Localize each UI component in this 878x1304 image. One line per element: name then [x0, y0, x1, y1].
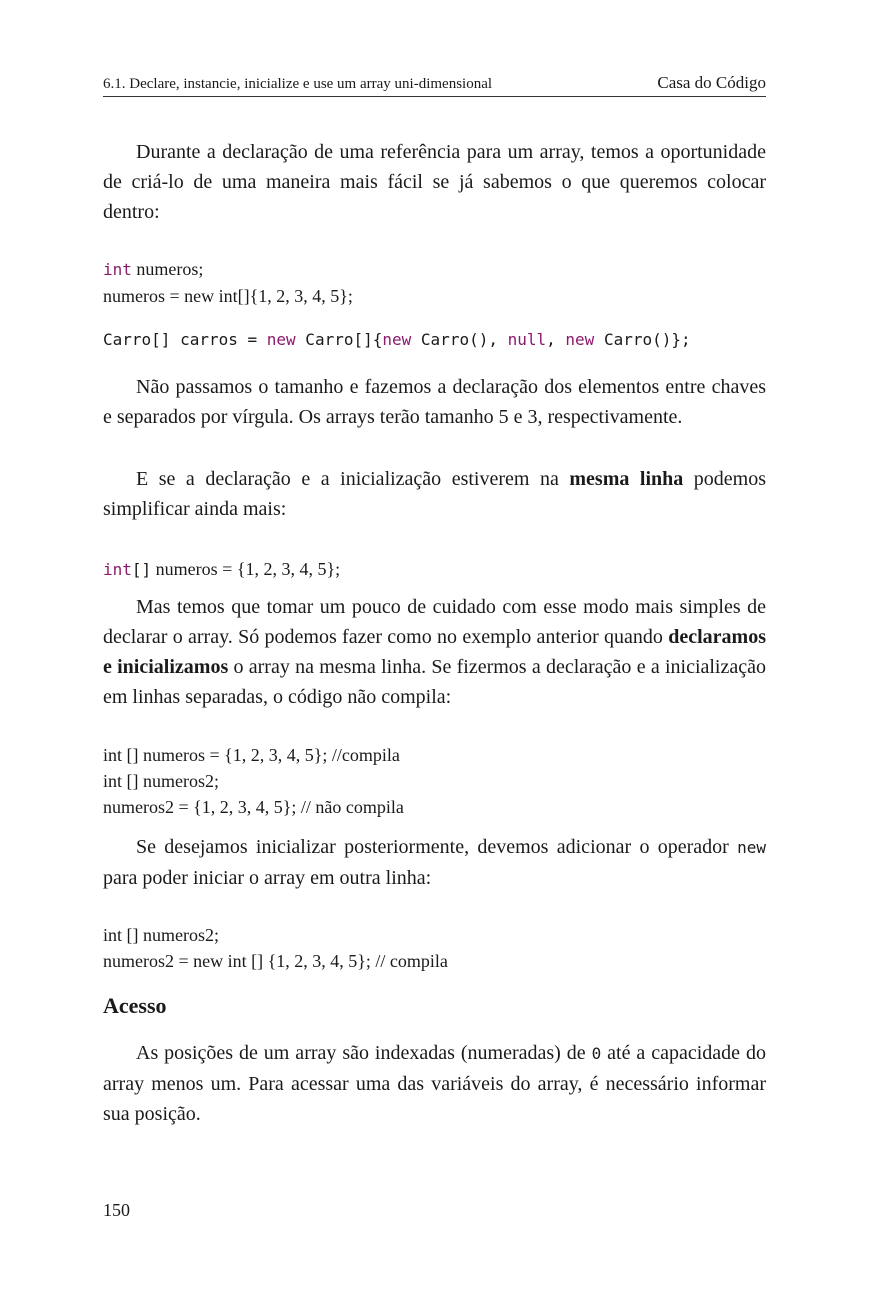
- paragraph-intro: Durante a declaração de uma referência para um array, temos a oportunidade de criá-lo de uma maneira mais fácil se já sabemos o que queremos colocar dentro:: [103, 141, 766, 223]
- paragraph-text: até a capacidade do array menos um. Para acessar uma das variáveis do array, é necessário informar sua posição.: [103, 1042, 766, 1125]
- paragraph-new-operator: [103, 832, 766, 893]
- code-text: numeros;: [131, 259, 204, 279]
- code-text: Carro()};: [594, 330, 691, 349]
- code-keyword: new: [266, 330, 296, 349]
- header-book-title: Casa do Código: [657, 73, 766, 92]
- code-line: [103, 556, 340, 583]
- paragraph-text: podemos simplificar ainda mais:: [103, 468, 767, 520]
- code-text: Carro[]{: [295, 330, 383, 349]
- paragraph-caution: [103, 592, 766, 712]
- paragraph-same-line: [103, 464, 766, 524]
- paragraph-text: para poder iniciar o array em outra linha:: [103, 867, 432, 889]
- running-header: [103, 74, 766, 97]
- code-line: numeros2 = {1, 2, 3, 4, 5}; // não compila: [103, 797, 404, 817]
- page-number: 150: [103, 1200, 130, 1220]
- paragraph-text: o array na mesma linha. Se fizermos a declaração e a inicialização em linhas separadas, o código não compila:: [103, 656, 766, 708]
- code-line: int [] numeros2;: [103, 925, 219, 945]
- paragraph-array-size: Não passamos o tamanho e fazemos a declaração dos elementos entre chaves e separados por vírgula. Os arrays terão tamanho 5 e 3, respectivamente.: [103, 376, 766, 428]
- code-text: []: [131, 560, 152, 579]
- paragraph-access: [103, 1038, 766, 1129]
- code-keyword: int: [103, 560, 132, 579]
- paragraph-text: E se a declaração e a inicialização estiverem na: [136, 468, 570, 490]
- code-text: ,: [546, 330, 566, 349]
- code-keyword: int: [103, 260, 132, 279]
- code-line: int [] numeros = {1, 2, 3, 4, 5}; //compila: [103, 745, 400, 765]
- section-heading: Acesso: [103, 993, 167, 1018]
- code-keyword: null: [507, 330, 547, 349]
- paragraph-text: As posições de um array são indexadas (numeradas) de: [136, 1042, 592, 1064]
- code-keyword: new: [565, 330, 595, 349]
- code-line: int [] numeros2;: [103, 771, 219, 791]
- code-line: numeros = new int[]{1, 2, 3, 4, 5};: [103, 286, 353, 306]
- inline-code: 0: [591, 1044, 602, 1063]
- bold-text: declaramos e inicializamos: [103, 626, 766, 678]
- header-section-title: 6.1. Declare, instancie, inicialize e use um array uni-dimensional: [103, 76, 493, 92]
- inline-code: new: [737, 838, 766, 857]
- code-text: Carro(),: [411, 330, 508, 349]
- bold-text: mesma linha: [569, 468, 684, 490]
- code-text: Carro[] carros =: [103, 330, 267, 349]
- code-line: [103, 256, 203, 283]
- code-text: numeros = {1, 2, 3, 4, 5};: [151, 559, 341, 579]
- code-line: numeros2 = new int [] {1, 2, 3, 4, 5}; // compila: [103, 951, 448, 971]
- code-line: [103, 327, 691, 353]
- paragraph-text: Mas temos que tomar um pouco de cuidado com esse modo mais simples de declarar o array. Só podemos fazer como no exemplo anterior quando: [103, 596, 766, 648]
- paragraph-text: Se desejamos inicializar posteriormente, devemos adicionar o operador: [136, 836, 738, 858]
- code-keyword: new: [382, 330, 412, 349]
